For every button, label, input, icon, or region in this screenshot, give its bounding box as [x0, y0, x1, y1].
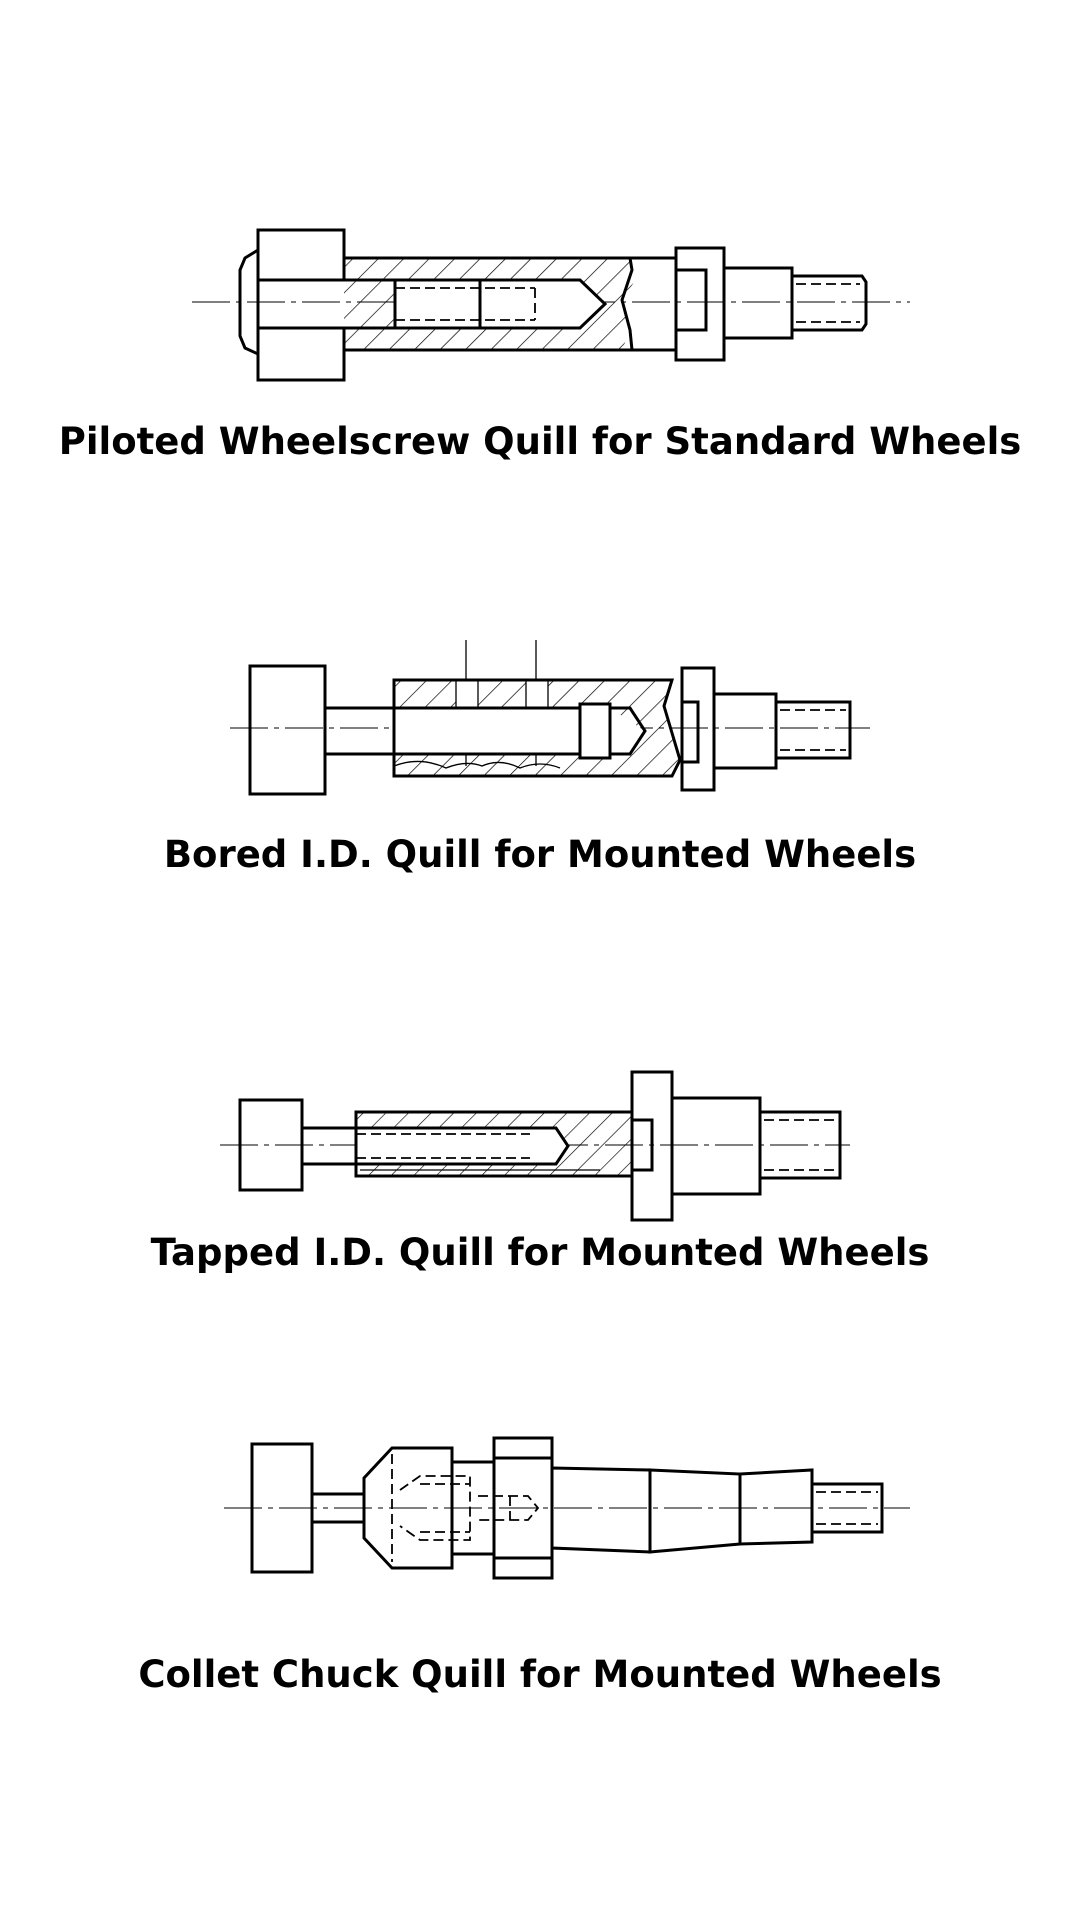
bored-quill-figure [0, 470, 1080, 910]
tapped-quill-figure [0, 910, 1080, 1300]
collet-quill-drawing [0, 1300, 1080, 1650]
caption-bored: Bored I.D. Quill for Mounted Wheels [163, 833, 917, 876]
tapped-quill-drawing [0, 910, 1080, 1230]
piloted-quill-figure [0, 0, 1080, 470]
spindle-section-1 [552, 1468, 650, 1552]
piloted-quill-drawing [0, 0, 1080, 420]
grinding-wheel-top [258, 230, 344, 280]
spindle-section-3 [740, 1470, 812, 1544]
collet-quill-figure [0, 1300, 1080, 1720]
caption-collet: Collet Chuck Quill for Mounted Wheels [138, 1653, 942, 1696]
caption-tapped: Tapped I.D. Quill for Mounted Wheels [150, 1231, 930, 1274]
spindle-section-2 [650, 1470, 740, 1552]
drive-flange [676, 248, 724, 360]
grinding-wheel-bottom [258, 328, 344, 380]
bored-quill-drawing [0, 470, 1080, 830]
caption-piloted: Piloted Wheelscrew Quill for Standard Wheels [58, 420, 1022, 463]
mounted-wheel [250, 666, 325, 794]
